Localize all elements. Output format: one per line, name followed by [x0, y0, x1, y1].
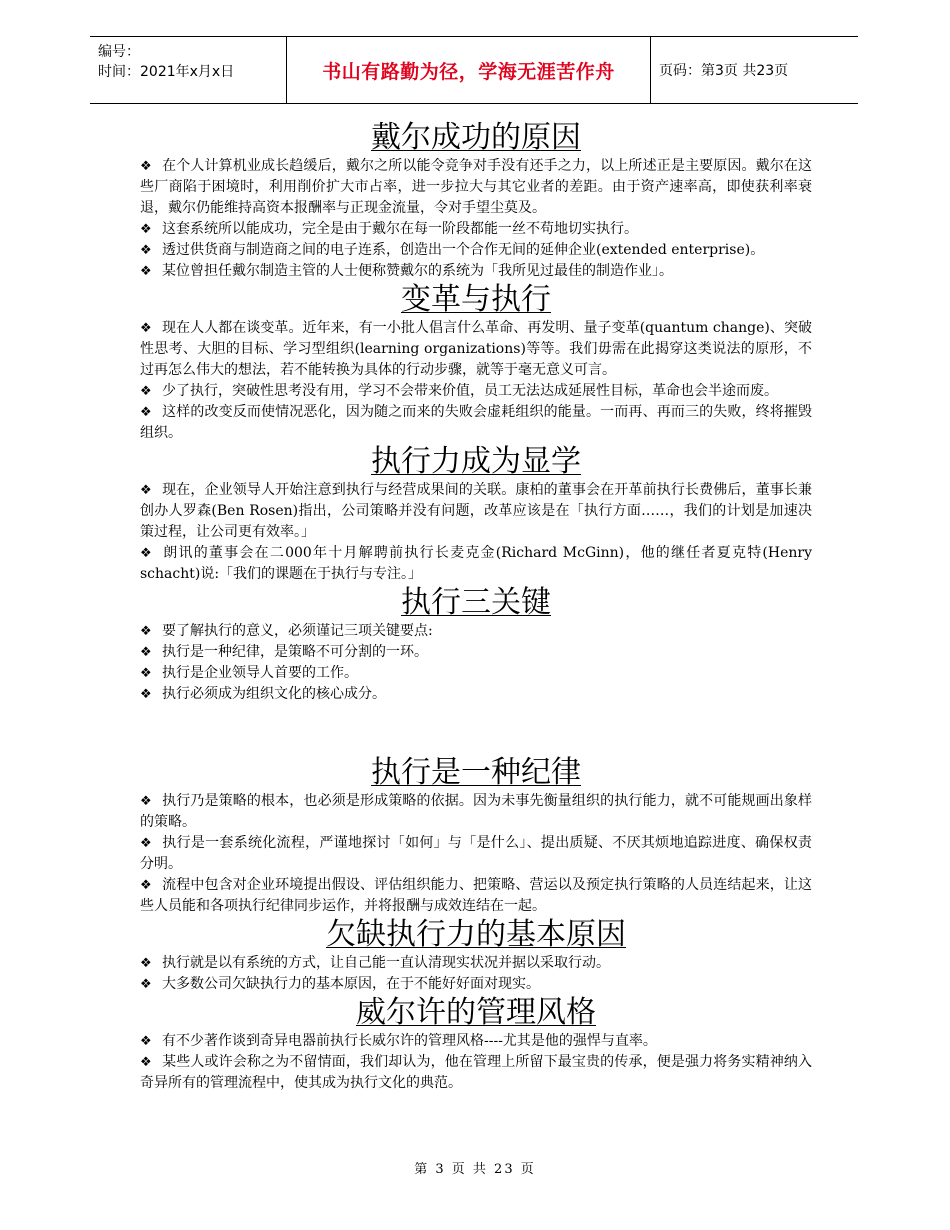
- diamond-bullet-icon: ❖: [140, 405, 152, 420]
- serial-label: 编号：: [98, 44, 140, 60]
- page-footer: 第 3 页 共 23 页: [414, 1162, 536, 1177]
- header-page-cell: [651, 37, 858, 103]
- motto: 书山有路勤为径，学海无涯苦作舟: [322, 60, 615, 83]
- section-title: 执行力成为显学: [371, 444, 581, 479]
- section: [140, 995, 812, 1094]
- paragraph: ❖ 朗讯的董事会在二000年十月解聘前执行长麦克金(Richard McGinn)，他的继任者夏克特(Henry schacht)说:「我们的课题在于执行与专注。」: [140, 545, 812, 582]
- paragraph: ❖ 执行是一种纪律，是策略不可分割的一环。: [140, 642, 812, 663]
- section-title: 欠缺执行力的基本原因: [326, 917, 626, 952]
- section: [140, 917, 812, 995]
- diamond-bullet-icon: ❖: [140, 794, 152, 809]
- header-motto-cell: [287, 37, 651, 103]
- section-title: 变革与执行: [401, 282, 551, 317]
- paragraph: ❖ 流程中包含对企业环境提出假设、评估组织能力、把策略、营运以及预定执行策略的人员连结起来，让这些人员能和各项执行纪律同步运作，并将报酬与成效连结在一起。: [140, 877, 812, 914]
- paragraph: ❖ 现在人人都在谈变革。近年来，有一小批人倡言什么革命、再发明、量子变革(quantum change)、突破性思考、大胆的目标、学习型组织(learning organizations)等等。我们毋需在此揭穿这类说法的原形，不过再怎么伟大的想法，若不能转换为具体的行动步骤，就等于毫无意义可言。: [140, 320, 812, 378]
- paragraph: ❖ 要了解执行的意义，必须谨记三项关键要点:: [140, 621, 812, 642]
- diamond-bullet-icon: ❖: [140, 243, 152, 258]
- diamond-bullet-icon: ❖: [140, 624, 152, 639]
- paragraph: ❖ 透过供货商与制造商之间的电子连系，创造出一个合作无间的延伸企业(extended enterprise)。: [140, 240, 812, 261]
- diamond-bullet-icon: ❖: [140, 159, 152, 174]
- diamond-bullet-icon: ❖: [140, 666, 152, 681]
- diamond-bullet-icon: ❖: [140, 546, 152, 561]
- document-body: [140, 120, 812, 1094]
- diamond-bullet-icon: ❖: [140, 878, 152, 893]
- time-line: 时间：2021年x月x日: [98, 64, 235, 80]
- page-info: 页码：第3页 共23页: [659, 63, 789, 79]
- diamond-bullet-icon: ❖: [140, 687, 152, 702]
- paragraph: ❖ 这样的改变反而使情况恶化，因为随之而来的失败会虚耗组织的能量。一而再、再而三的失败，终将摧毁组织。: [140, 404, 812, 441]
- diamond-bullet-icon: ❖: [140, 222, 152, 237]
- section-title: 威尔许的管理风格: [356, 995, 596, 1030]
- diamond-bullet-icon: ❖: [140, 1034, 152, 1049]
- paragraph: ❖ 少了执行，突破性思考没有用，学习不会带来价值，员工无法达成延展性目标，革命也会半途而废。: [140, 381, 812, 402]
- diamond-bullet-icon: ❖: [140, 384, 152, 399]
- paragraph: ❖ 执行是一套系统化流程，严谨地探讨「如何」与「是什么」、提出质疑、不厌其烦地追踪进度、确保权责分明。: [140, 835, 812, 872]
- section: [140, 282, 812, 444]
- paragraph: ❖ 有不少著作谈到奇异电器前执行长威尔许的管理风格----尤其是他的强悍与直率。: [140, 1031, 812, 1052]
- diamond-bullet-icon: ❖: [140, 645, 152, 660]
- section: [140, 585, 812, 705]
- section: [140, 120, 812, 282]
- diamond-bullet-icon: ❖: [140, 264, 152, 279]
- diamond-bullet-icon: ❖: [140, 1055, 152, 1070]
- paragraph: ❖ 某位曾担任戴尔制造主管的人士便称赞戴尔的系统为「我所见过最佳的制造作业」。: [140, 261, 812, 282]
- section-title: 执行是一种纪律: [371, 755, 581, 790]
- section-title: 戴尔成功的原因: [371, 120, 581, 155]
- diamond-bullet-icon: ❖: [140, 483, 152, 498]
- diamond-bullet-icon: ❖: [140, 321, 152, 336]
- page-header: [90, 36, 858, 104]
- spacer: [140, 705, 812, 755]
- paragraph: ❖ 某些人或许会称之为不留情面，我们却认为，他在管理上所留下最宝贵的传承，便是强力将务实精神纳入奇异所有的管理流程中，使其成为执行文化的典范。: [140, 1054, 812, 1091]
- paragraph: ❖ 大多数公司欠缺执行力的基本原因，在于不能好好面对现实。: [140, 974, 812, 995]
- paragraph: ❖ 执行就是以有系统的方式，让自己能一直认清现实状况并据以采取行动。: [140, 953, 812, 974]
- paragraph: ❖ 执行是企业领导人首要的工作。: [140, 663, 812, 684]
- paragraph: ❖ 执行必须成为组织文化的核心成分。: [140, 684, 812, 705]
- paragraph: ❖ 在个人计算机业成长趋缓后，戴尔之所以能令竞争对手没有还手之力，以上所述正是主要原因。戴尔在这些厂商陷于困境时，利用削价扩大市占率，进一步拉大与其它业者的差距。由于资产速率高，即使获利率衰退，戴尔仍能维持高资本报酬率与正现金流量，令对手望尘莫及。: [140, 158, 812, 216]
- section-title: 执行三关键: [401, 585, 551, 620]
- paragraph: ❖ 现在，企业领导人开始注意到执行与经营成果间的关联。康柏的董事会在开革前执行长费佛后，董事长兼创办人罗森(Ben Rosen)指出，公司策略并没有问题，改革应该是在「执行方面……，我们的计划是加速决策过程，让公司更有效率。」: [140, 482, 812, 540]
- header-meta: [90, 37, 287, 103]
- diamond-bullet-icon: ❖: [140, 977, 152, 992]
- diamond-bullet-icon: ❖: [140, 836, 152, 851]
- diamond-bullet-icon: ❖: [140, 956, 152, 971]
- section: [140, 444, 812, 585]
- section: [140, 755, 812, 917]
- paragraph: ❖ 这套系统所以能成功，完全是由于戴尔在每一阶段都能一丝不苟地切实执行。: [140, 219, 812, 240]
- paragraph: ❖ 执行乃是策略的根本，也必须是形成策略的依据。因为未事先衡量组织的执行能力，就不可能规画出象样的策略。: [140, 793, 812, 830]
